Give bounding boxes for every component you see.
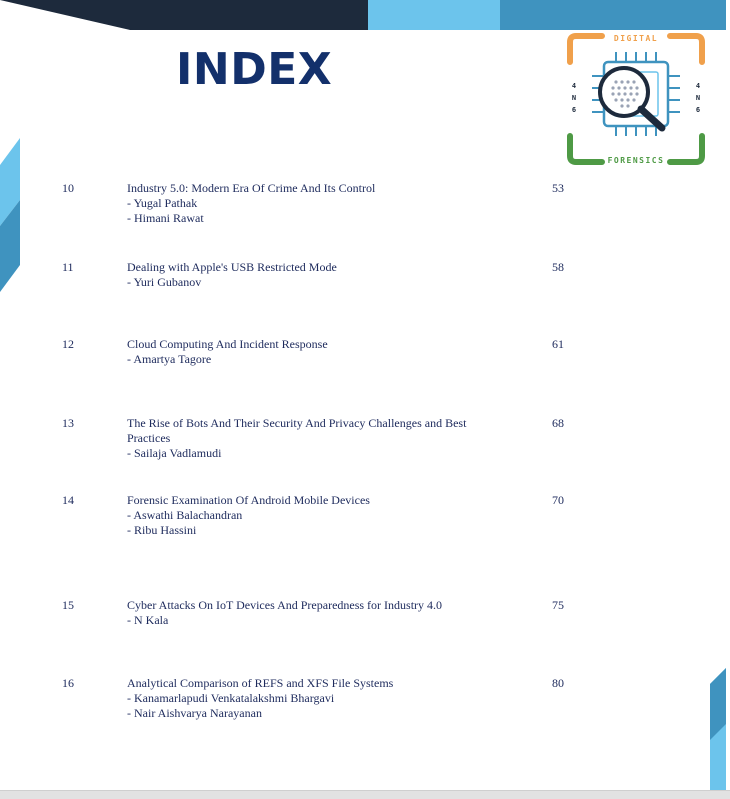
entry-page-number: 58 [552,260,564,274]
navy-header-shape [0,0,368,30]
digital-forensics-logo [566,32,706,168]
entry-number: 13 [62,416,74,430]
entry-author: - Sailaja Vadlamudi [127,446,512,461]
right-light-stripe [710,668,726,790]
viewer-right-edge [726,0,730,798]
svg-text:4: 4 [571,82,577,90]
logo-bottom-text: FORENSICS [607,156,665,165]
entry-title: Forensic Examination Of Android Mobile Devices [127,493,370,507]
entry-author: - N Kala [127,613,512,628]
entry-page-number: 53 [552,181,564,195]
entry-author: - Amartya Tagore [127,352,512,367]
entry-title: The Rise of Bots And Their Security And Privacy Challenges and Best Practices [127,416,467,445]
entry-title: Industry 5.0: Modern Era Of Crime And Its Control [127,181,376,195]
entry-title: Dealing with Apple's USB Restricted Mode [127,260,337,274]
logo-side-text-left [572,82,576,114]
svg-text:6: 6 [695,106,701,114]
magnifier-icon [600,68,662,128]
svg-text:4: 4 [695,82,701,90]
entry-title: Cloud Computing And Incident Response [127,337,328,351]
entry-page-number: 68 [552,416,564,430]
svg-text:N: N [695,94,701,102]
entry-page-number: 75 [552,598,564,612]
logo-top-text: DIGITAL [613,34,659,43]
entry-page-number: 61 [552,337,564,351]
page-title: INDEX [176,44,333,95]
svg-text:6: 6 [571,106,577,114]
blue-header-band [500,0,726,30]
entry-author: - Aswathi Balachandran [127,508,512,523]
light-blue-header-band [368,0,500,30]
entry-author: - Ribu Hassini [127,523,512,538]
entry-number: 10 [62,181,74,195]
entry-page-number: 80 [552,676,564,690]
right-dark-stripe [710,668,726,740]
svg-text:N: N [571,94,577,102]
entry-author: - Nair Aishvarya Narayanan [127,706,512,721]
entry-number: 12 [62,337,74,351]
left-dark-stripe [0,200,20,292]
entry-author: - Kanamarlapudi Venkatalakshmi Bhargavi [127,691,512,706]
entry-number: 11 [62,260,74,274]
entry-number: 15 [62,598,74,612]
entry-author: - Yugal Pathak [127,196,512,211]
entry-title: Cyber Attacks On IoT Devices And Preparedness for Industry 4.0 [127,598,443,612]
entry-author: - Himani Rawat [127,211,512,226]
entry-author: - Yuri Gubanov [127,275,512,290]
entry-title: Analytical Comparison of REFS and XFS File Systems [127,676,394,690]
entry-number: 14 [62,493,74,507]
entry-number: 16 [62,676,74,690]
left-light-stripe [0,138,20,226]
entry-page-number: 70 [552,493,564,507]
logo-side-text-right [696,82,700,114]
